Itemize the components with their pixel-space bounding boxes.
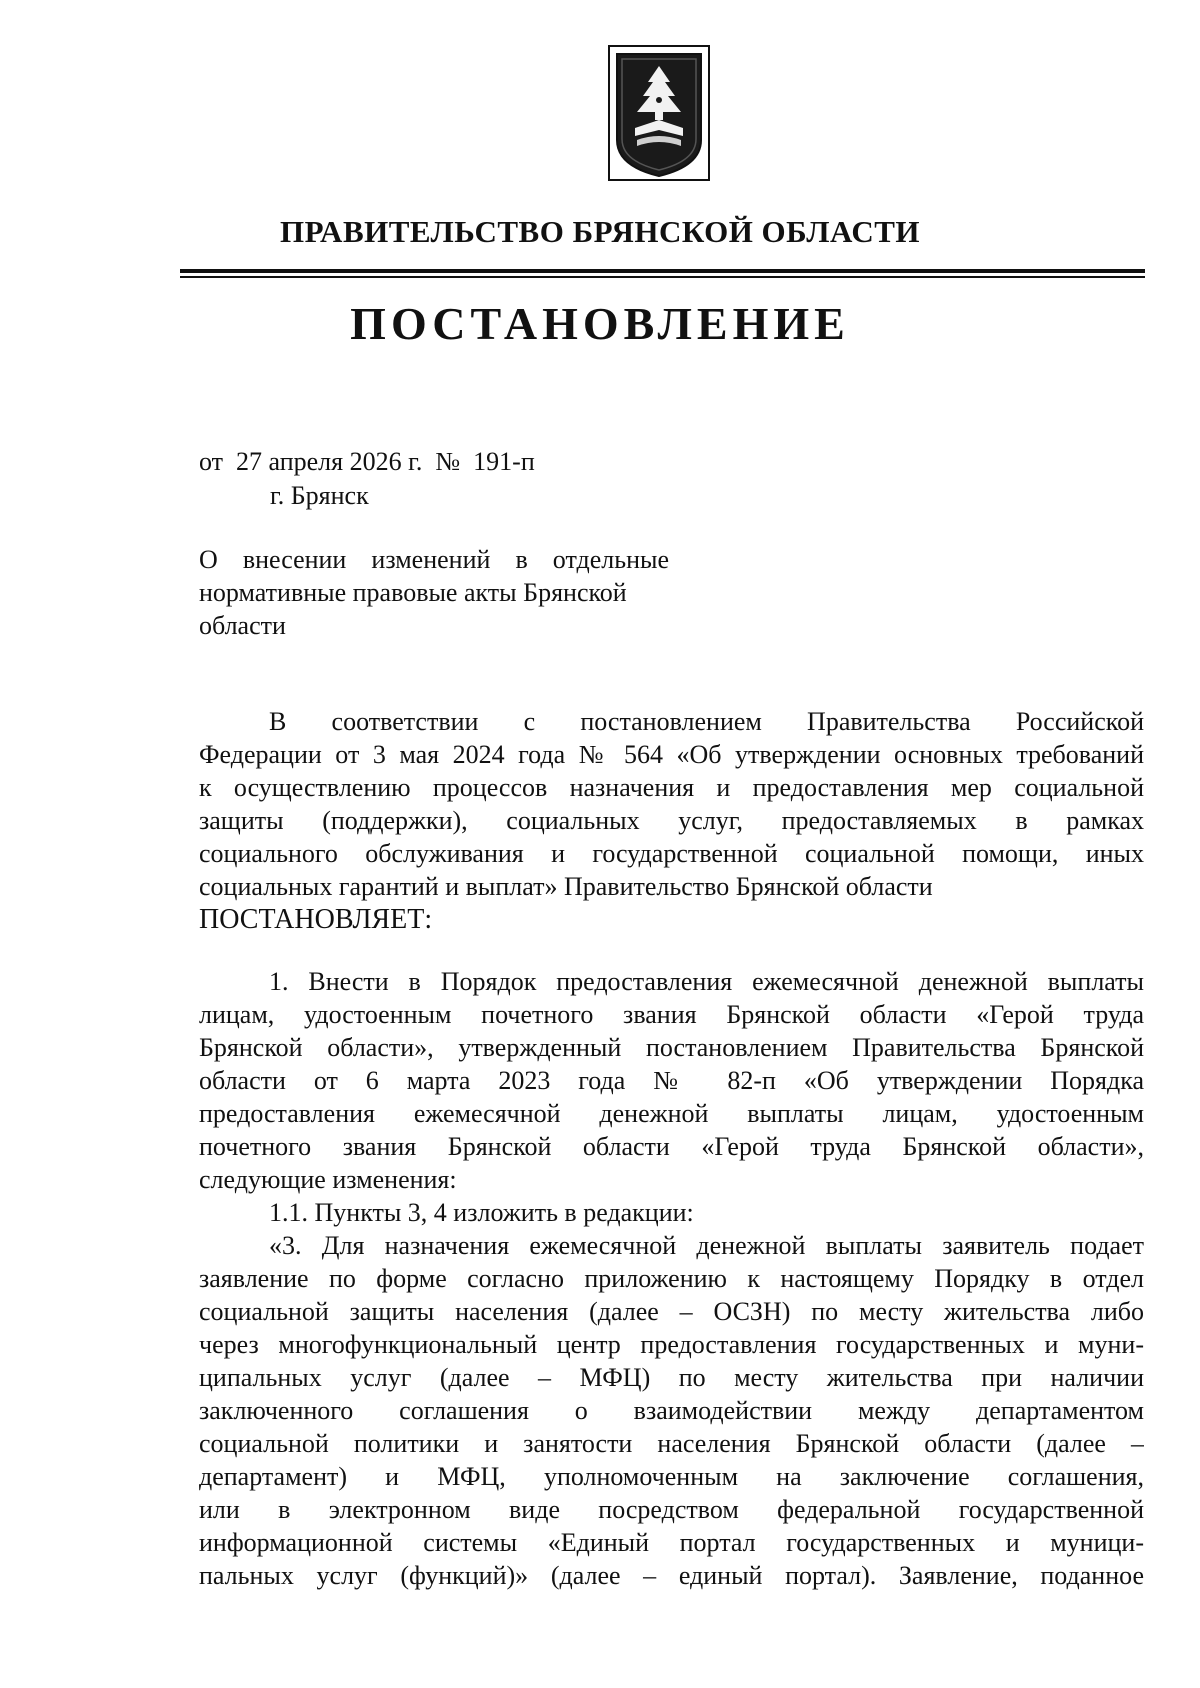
body-line: социального обслуживания и государственной социальной помощи, иных (199, 839, 1144, 868)
header-divider-thin (180, 276, 1145, 278)
government-name: ПРАВИТЕЛЬСТВО БРЯНСКОЙ ОБЛАСТИ (279, 214, 921, 249)
decree-body (199, 705, 1144, 1592)
body-line: В соответствии с постановлением Правительства Российской (269, 707, 1144, 736)
body-line: социальной политики и занятости населения Брянской области (далее – (199, 1429, 1144, 1458)
item-1-paragraph (199, 965, 1144, 1196)
date-prefix: от (199, 447, 224, 476)
header-divider-thick (180, 269, 1145, 273)
body-line: «3. Для назначения ежемесячной денежной выплаты заявитель подает (269, 1231, 1144, 1260)
body-line: Федерации от 3 мая 2024 года № 564 «Об утверждении основных требований (199, 740, 1144, 769)
body-line: следующие изменения: (199, 1165, 457, 1194)
decree-number: 191-п (473, 447, 535, 476)
decree-date-number (199, 446, 535, 478)
body-line: или в электронном виде посредством федеральной государственной (199, 1495, 1144, 1524)
coat-of-arms-emblem (607, 44, 711, 182)
body-line: информационной системы «Единый портал государственных и муници- (199, 1528, 1144, 1557)
document-type-title: ПОСТАНОВЛЕНИЕ (350, 298, 850, 349)
decree-subject (199, 543, 669, 642)
subject-line: области (199, 611, 286, 640)
body-line: заключенного соглашения о взаимодействии между департаментом (199, 1396, 1144, 1425)
item-3-paragraph (199, 1229, 1144, 1592)
body-line: лицам, удостоенным почетного звания Брянской области «Герой труда (199, 1000, 1144, 1029)
decree-city: г. Брянск (270, 481, 369, 510)
body-line: социальной защиты населения (далее – ОСЗН) по месту жительства либо (199, 1297, 1144, 1326)
body-line: Брянской области», утвержденный постановлением Правительства Брянской (199, 1033, 1144, 1062)
number-sign: № (435, 447, 461, 476)
body-line: предоставления ежемесячной денежной выплаты лицам, удостоенным (199, 1099, 1144, 1128)
body-line: области от 6 марта 2023 года № 82-п «Об утверждении Порядка (199, 1066, 1144, 1095)
body-line: заявление по форме согласно приложению к настоящему Порядку в отдел (199, 1264, 1144, 1293)
body-line: почетного звания Брянской области «Герой труда Брянской области», (199, 1132, 1144, 1161)
decree-date: 27 апреля 2026 г. (236, 447, 423, 476)
body-line: пальных услуг (функций)» (далее – единый портал). Заявление, поданное (199, 1561, 1144, 1590)
subject-line: нормативные правовые акты Брянской (199, 578, 627, 607)
body-line: защиты (поддержки), социальных услуг, предоставляемых в рамках (199, 806, 1144, 835)
body-line: через многофункциональный центр предоставления государственных и муни- (199, 1330, 1144, 1359)
body-line: к осуществлению процессов назначения и предоставления мер социальной (199, 773, 1144, 802)
body-line: социальных гарантий и выплат» Правительство Брянской области (199, 872, 933, 901)
item-1-1-line: 1.1. Пункты 3, 4 изложить в редакции: (269, 1198, 694, 1227)
subject-line: О внесении изменений в отдельные (199, 545, 669, 574)
body-line: ципальных услуг (далее – МФЦ) по месту жительства при наличии (199, 1363, 1144, 1392)
body-line: 1. Внести в Порядок предоставления ежемесячной денежной выплаты (269, 967, 1144, 996)
resolves-word: ПОСТАНОВЛЯЕТ: (199, 904, 433, 935)
body-line: департамент) и МФЦ, уполномоченным на заключение соглашения, (199, 1462, 1144, 1491)
preamble-paragraph (199, 705, 1144, 937)
coat-of-arms-icon (607, 44, 711, 182)
